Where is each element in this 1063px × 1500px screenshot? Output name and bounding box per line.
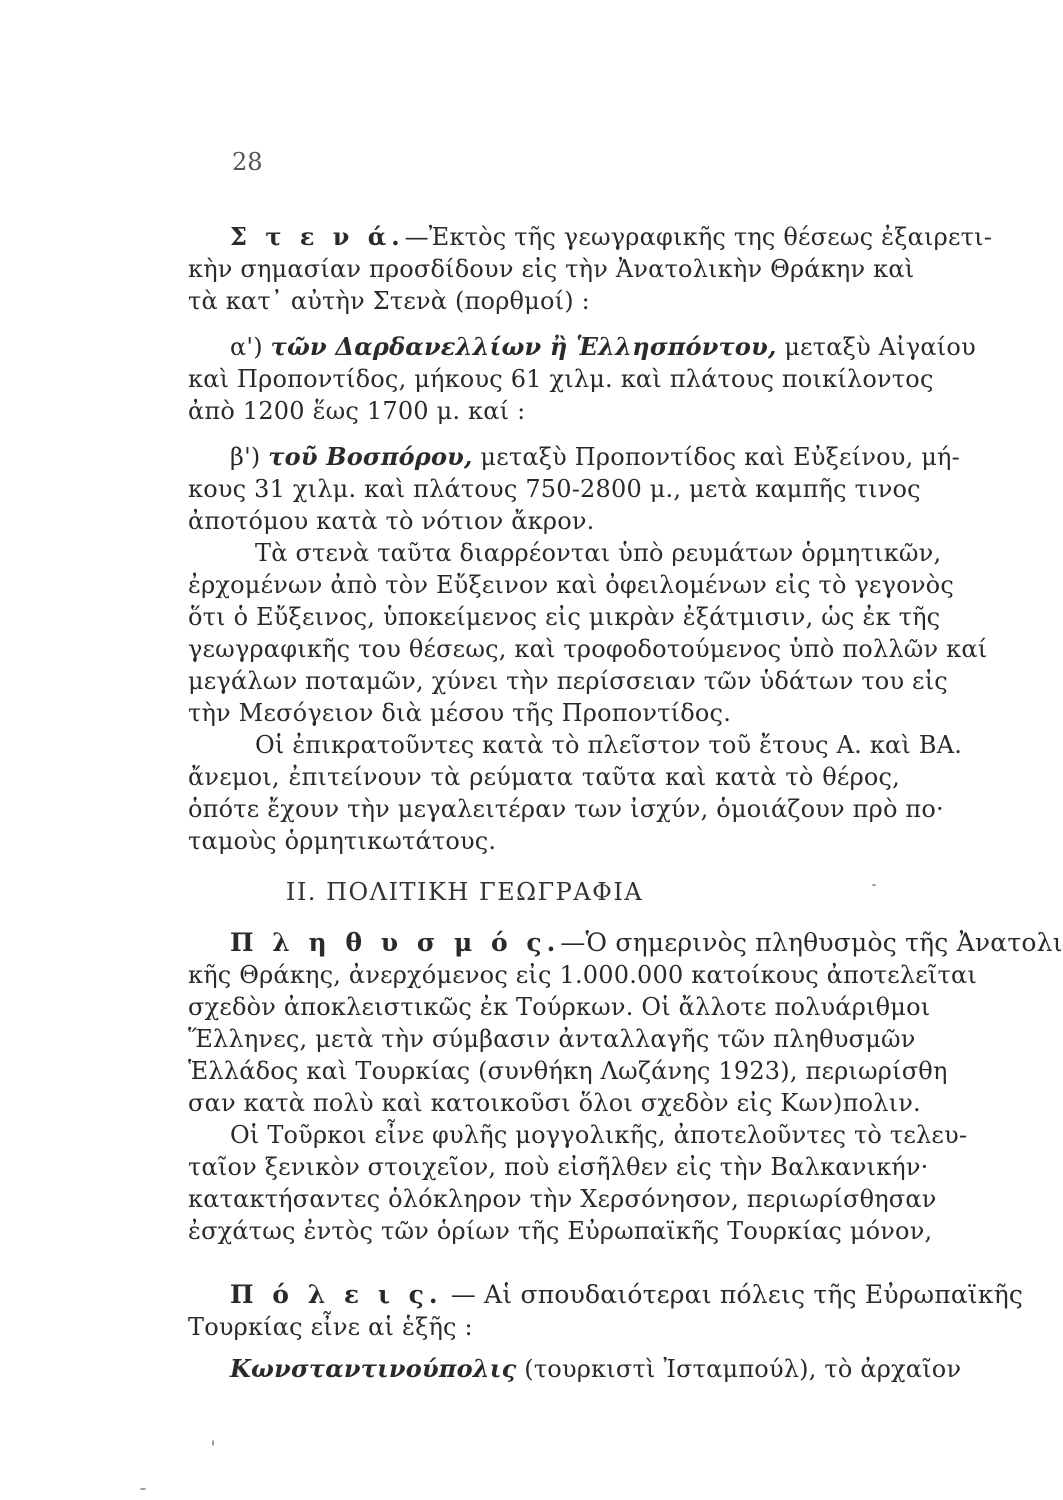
paragraph-cities-line-3: Κωνσταντινούπολις (τουρκιστὶ Ἰσταμπούλ), τὸ ἀρχαῖον	[230, 1354, 962, 1383]
paragraph-population-line-4: Ἕλληνες, μετὰ τὴν σύμβασιν ἀνταλλαγῆς τῶν πληθυσμῶν	[188, 1025, 916, 1053]
paragraph-turks-line-1: Οἱ Τοῦρκοι εἶνε φυλῆς μογγολικῆς, ἀποτελοῦντες τὸ τελευ-	[230, 1121, 968, 1149]
bosporus-name: τοῦ Βοσπόρου,	[268, 442, 473, 471]
paragraph-currents-line-2: ἐρχομένων ἀπὸ τὸν Εὔξεινον καὶ ὀφειλομένων εἰς τὸ γεγονὸς	[188, 571, 954, 599]
paragraph-bosporus-line-2: κους 31 χιλμ. καὶ πλάτους 750-2800 μ., μετὰ καμπῆς τινος	[188, 475, 921, 503]
paragraph-turks-line-3: κατακτήσαντες ὁλόκληρον τὴν Χερσόνησον, περιωρίσθησαν	[188, 1185, 937, 1213]
scan-speck	[140, 1488, 146, 1490]
section-lead-straits: Σ τ ε ν ά.	[230, 222, 405, 251]
paragraph-cities-line-2: Τουρκίας εἶνε αἱ ἑξῆς :	[188, 1313, 473, 1341]
paragraph-straits-line-3: τὰ κατ᾽ αὐτὴν Στενὰ (πορθμοί) :	[188, 287, 590, 315]
scan-speck	[872, 884, 876, 886]
paragraph-winds-line-4: ταμοὺς ὁρμητικωτάτους.	[188, 827, 497, 855]
section-lead-cities: Π ό λ ε ι ς.	[230, 1280, 443, 1309]
paragraph-winds-line-1: Οἱ ἐπικρατοῦντες κατὰ τὸ πλεῖστον τοῦ ἔτους Α. καὶ ΒΑ.	[255, 731, 963, 759]
paragraph-population-line-1: Π λ η θ υ σ μ ό ς.—Ὁ σημερινὸς πληθυσμὸς τῆς Ἀνατολι	[230, 928, 1063, 957]
paragraph-bosporus-line-3: ἀποτόμου κατὰ τὸ νότιον ἄκρον.	[188, 507, 595, 535]
paragraph-population-line-3: σχεδὸν ἀποκλειστικῶς ἐκ Τούρκων. Οἱ ἄλλοτε πολυάριθμοι	[188, 993, 931, 1021]
paragraph-turks-line-2: ταῖον ξενικὸν στοιχεῖον, ποὺ εἰσῆλθεν εἰς τὴν Βαλκανικήν·	[188, 1153, 929, 1181]
section-lead-population: Π λ η θ υ σ μ ό ς.	[230, 928, 561, 957]
page-number: 28	[232, 148, 263, 176]
paragraph-population-line-2: κῆς Θράκης, ἀνερχόμενος εἰς 1.000.000 κατοίκους ἀποτελεῖται	[188, 961, 978, 989]
paragraph-currents-line-1: Τὰ στενὰ ταῦτα διαρρέονται ὑπὸ ρευμάτων ὁρμητικῶν,	[255, 539, 942, 567]
paragraph-turks-line-4: ἐσχάτως ἐντὸς τῶν ὁρίων τῆς Εὐρωπαϊκῆς Τουρκίας μόνον,	[188, 1217, 933, 1245]
paragraph-dardanelles-line-3: ἀπὸ 1200 ἕως 1700 μ. καί :	[188, 397, 526, 425]
paragraph-currents-line-6: τὴν Μεσόγειον διὰ μέσου τῆς Προποντίδος.	[188, 699, 732, 727]
paragraph-currents-line-5: μεγάλων ποταμῶν, χύνει τὴν περίσσειαν τῶν ὑδάτων του εἰς	[188, 667, 948, 695]
paragraph-bosporus-line-1: β') τοῦ Βοσπόρου, μεταξὺ Προποντίδος καὶ Εὐξείνου, μή-	[230, 442, 960, 471]
constantinople-name: Κωνσταντινούπολις	[230, 1354, 517, 1383]
paragraph-dardanelles-line-2: καὶ Προποντίδος, μήκους 61 χιλμ. καὶ πλάτους ποικίλοντος	[188, 365, 934, 393]
paragraph-winds-line-2: ἄνεμοι, ἐπιτείνουν τὰ ρεύματα ταῦτα καὶ κατὰ τὸ θέρος,	[188, 763, 900, 791]
paragraph-straits-line-2: κὴν σημασίαν προσδίδουν εἰς τὴν Ἀνατολικὴν Θράκην καὶ	[188, 255, 915, 283]
paragraph-winds-line-3: ὁπότε ἔχουν τὴν μεγαλειτέραν των ἰσχύν, ὁμοιάζουν πρὸ πο·	[188, 795, 944, 823]
paragraph-population-line-5: Ἑλλάδος καὶ Τουρκίας (συνθήκη Λωζάνης 1923), περιωρίσθη	[188, 1057, 948, 1085]
scan-speck	[212, 1440, 214, 1446]
paragraph-population-line-6: σαν κατὰ πολὺ καὶ κατοικοῦσι ὅλοι σχεδὸν εἰς Κων)πολιν.	[188, 1089, 921, 1117]
dardanelles-name: τῶν Δαρδανελλίων ἢ Ἑλλησπόντου,	[270, 332, 777, 361]
paragraph-cities-line-1: Π ό λ ε ι ς. — Αἱ σπουδαιότεραι πόλεις τῆς Εὐρωπαϊκῆς	[230, 1280, 1024, 1309]
section-heading: II. ΠΟΛΙΤΙΚΗ ΓΕΩΓΡΑΦΙΑ	[285, 878, 644, 906]
paragraph-currents-line-3: ὅτι ὁ Εὔξεινος, ὑποκείμενος εἰς μικρὰν ἐξάτμισιν, ὡς ἐκ τῆς	[188, 603, 941, 631]
paragraph-straits-line-1: Σ τ ε ν ά.—Ἐκτὸς τῆς γεωγραφικῆς της θέσεως ἐξαιρετι-	[230, 222, 992, 251]
paragraph-currents-line-4: γεωγραφικῆς του θέσεως, καὶ τροφοδοτούμενος ὑπὸ πολλῶν καί	[188, 635, 988, 663]
paragraph-dardanelles-line-1: α') τῶν Δαρδανελλίων ἢ Ἑλλησπόντου, μεταξὺ Αἰγαίου	[230, 332, 976, 361]
